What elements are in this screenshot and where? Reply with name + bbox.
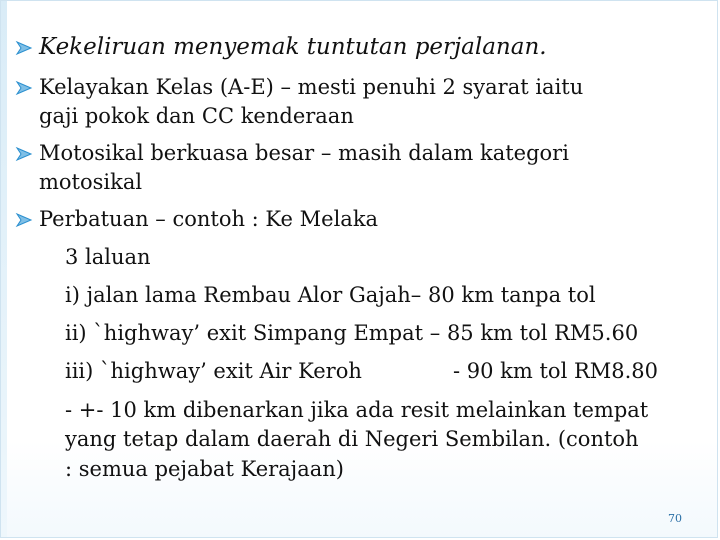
- bullet-motosikal: [15, 139, 695, 197]
- bullet-line: Kelayakan Kelas (A-E) – mesti penuhi 2 syarat iaitu: [39, 75, 584, 99]
- detail-line: yang tetap dalam daerah di Negeri Sembilan. (contoh: [65, 427, 639, 451]
- page-number: 70: [668, 512, 682, 525]
- detail-line-value: - 90 km tol RM8.80: [453, 359, 659, 383]
- detail-line: ii) `highway’ exit Simpang Empat – 85 km tol RM5.60: [65, 321, 639, 345]
- bullet-line: Motosikal berkuasa besar – masih dalam kategori: [39, 141, 569, 165]
- bullet-text: [39, 139, 695, 197]
- left-decor-bar: [1, 1, 7, 537]
- detail-line: i) jalan lama Rembau Alor Gajah– 80 km tanpa tol: [65, 283, 596, 307]
- bullet-perbatuan: [15, 205, 695, 234]
- arrow-bullet-icon: [15, 38, 35, 58]
- detail-line: 3 laluan: [65, 245, 151, 269]
- bullet-text: [39, 73, 695, 131]
- bullet-line: motosikal: [39, 170, 143, 194]
- slide-title: Kekeliruan menyemak tuntutan perjalanan.: [39, 34, 547, 60]
- arrow-bullet-icon: [15, 210, 35, 230]
- arrow-bullet-icon: [15, 144, 35, 164]
- detail-line: iii) `highway’ exit Air Keroh: [65, 359, 362, 383]
- bullet-kelayakan: [15, 73, 695, 131]
- bullet-line: gaji pokok dan CC kenderaan: [39, 104, 354, 128]
- detail-line: - +- 10 km dibenarkan jika ada resit melainkan tempat: [65, 398, 649, 422]
- arrow-bullet-icon: [15, 78, 35, 98]
- bullet-text: Perbatuan – contoh : Ke Melaka: [39, 207, 379, 231]
- title-bullet: [15, 33, 695, 62]
- detail-line: : semua pejabat Kerajaan): [65, 457, 344, 481]
